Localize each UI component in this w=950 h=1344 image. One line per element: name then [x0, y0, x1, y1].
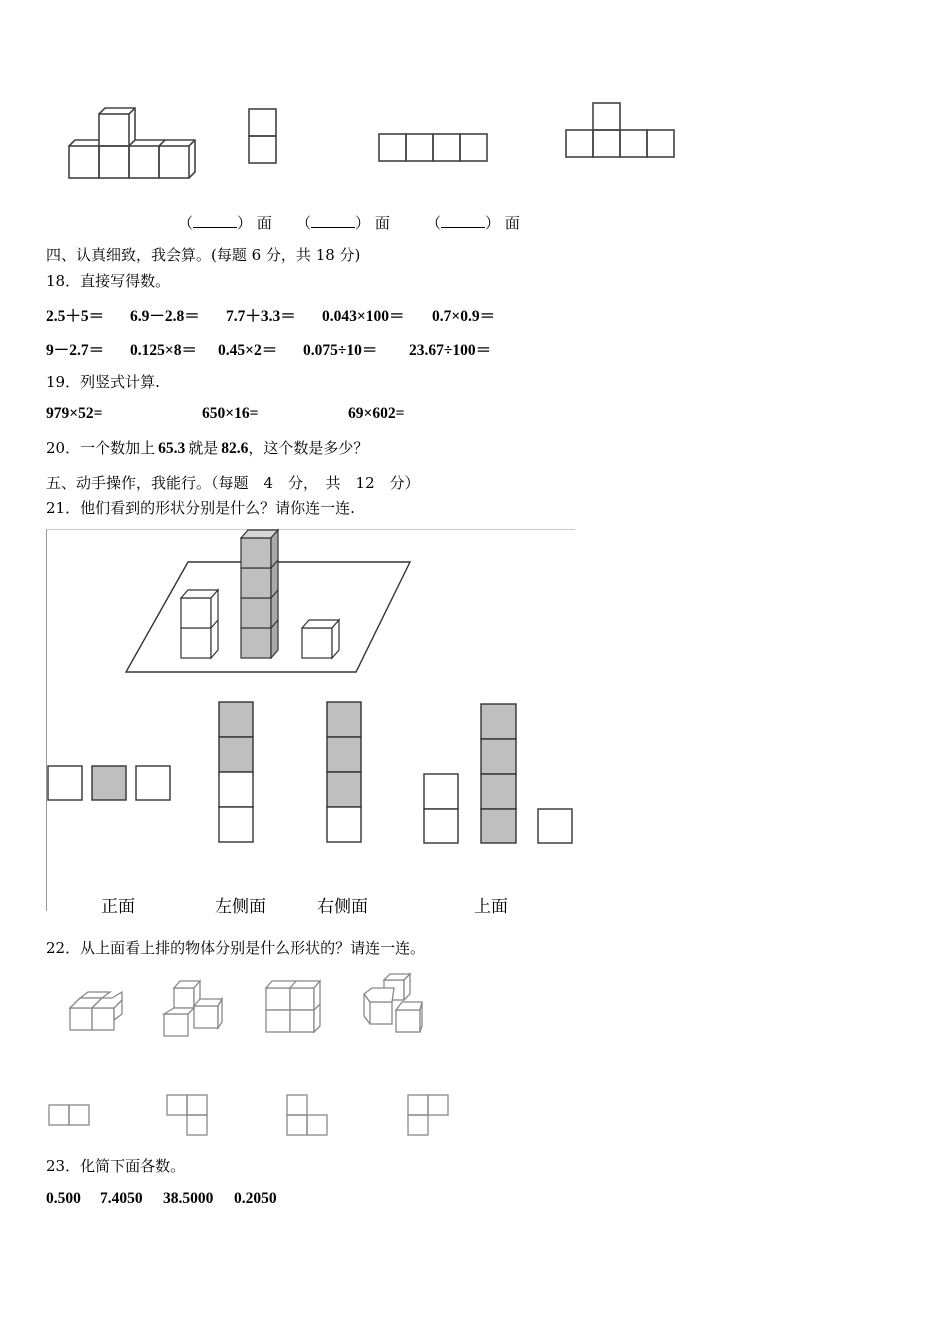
q21-view-option-group: [422, 703, 576, 847]
q21-view-option-column-a: [218, 701, 256, 845]
blank-underline: [441, 213, 485, 228]
q21-view-option-column-b: [326, 701, 364, 845]
q20-text: 20．一个数加上 65.3 就是 82.6，这个数是多少？: [46, 439, 369, 457]
q22-shape-option-3: [286, 1094, 330, 1138]
top-figure-3d-cubes: [66, 106, 206, 182]
q22-object-1: [68, 990, 124, 1034]
section4-heading: 四、认真细致，我会算。(每题 6 分，共 18 分): [46, 246, 361, 264]
q19-title: 19．列竖式计算.: [46, 373, 160, 391]
top-figure-t-shape: [565, 102, 679, 160]
q23-item: 38.5000: [163, 1190, 214, 1207]
q22-shape-option-1: [48, 1104, 92, 1128]
top-figure-two-squares-vertical: [248, 108, 278, 166]
q18-item: 0.45×2＝: [218, 342, 278, 359]
q18-item: 0.075÷10＝: [303, 342, 378, 359]
q21-scene-3d: [120, 528, 420, 678]
q22-object-4: [360, 972, 424, 1036]
q22-shape-option-4: [406, 1094, 452, 1138]
q21-label-front: 正面: [101, 897, 135, 917]
q21-label-left-side: 左侧面: [215, 897, 266, 917]
q23-item: 0.2050: [234, 1190, 277, 1207]
answer-blank-2[interactable]: （ ） 面: [296, 214, 390, 232]
q19-item: 650×16=: [202, 405, 259, 422]
q21-view-option-row-of-three: [47, 765, 175, 803]
q18-item: 0.7×0.9＝: [432, 308, 496, 325]
q22-shape-option-2: [166, 1094, 210, 1138]
blank-underline: [193, 213, 237, 228]
q18-item: 2.5＋5＝: [46, 308, 105, 325]
q18-item: 9－2.7＝: [46, 342, 105, 359]
q18-item: 23.67÷100＝: [409, 342, 492, 359]
section5-heading: 五、动手操作，我能行。（每题 4 分， 共 12 分）: [46, 474, 420, 492]
answer-blank-3[interactable]: （ ） 面: [426, 214, 520, 232]
q22-title: 22．从上面看上排的物体分别是什么形状的？请连一连。: [46, 939, 426, 957]
q23-title: 23．化简下面各数。: [46, 1157, 186, 1175]
blank-underline: [311, 213, 355, 228]
q23-item: 7.4050: [100, 1190, 143, 1207]
q21-label-right-side: 右侧面: [317, 897, 368, 917]
q21-title: 21．他们看到的形状分别是什么？请你连一连.: [46, 499, 355, 517]
q18-item: 0.043×100＝: [322, 308, 405, 325]
q19-item: 979×52=: [46, 405, 103, 422]
q18-title: 18．直接写得数。: [46, 272, 171, 290]
answer-blank-1[interactable]: （ ） 面: [178, 214, 272, 232]
q21-label-top: 上面: [474, 897, 508, 917]
q18-item: 0.125×8＝: [130, 342, 197, 359]
q22-object-3: [264, 978, 322, 1036]
q18-item: 6.9－2.8＝: [130, 308, 200, 325]
q18-item: 7.7＋3.3＝: [226, 308, 296, 325]
q19-item: 69×602=: [348, 405, 405, 422]
top-figure-four-squares-row: [378, 132, 492, 164]
q23-item: 0.500: [46, 1190, 81, 1207]
q22-object-2: [162, 978, 226, 1040]
